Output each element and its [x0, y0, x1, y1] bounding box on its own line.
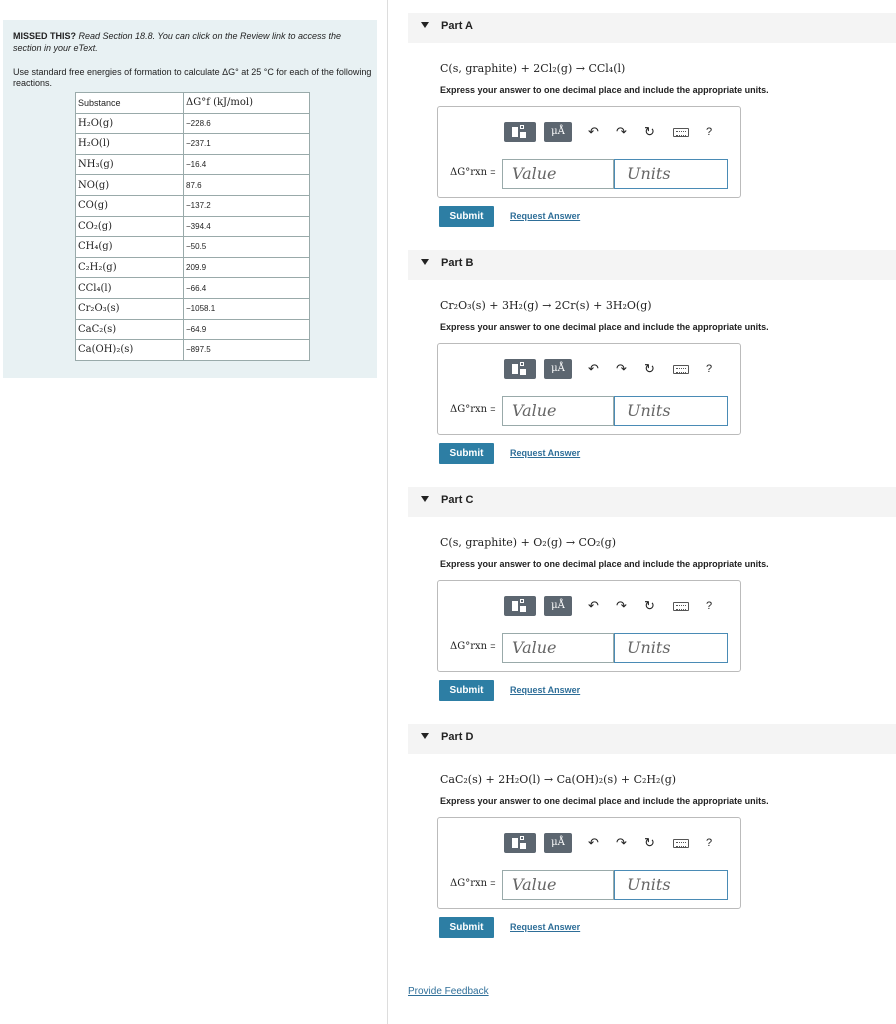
part-b-instruction: Express your answer to one decimal place and include the appropriate units.: [440, 322, 769, 332]
keyboard-icon[interactable]: [673, 602, 689, 611]
part-b-request-answer-link[interactable]: Request Answer: [510, 448, 581, 458]
table-row: [76, 298, 310, 319]
units-input[interactable]: Units: [614, 396, 728, 426]
dg-value-cell: −237.1: [184, 134, 310, 155]
dg-rxn-label: ΔG°rxn =: [450, 641, 496, 652]
part-c-equation: C(s, graphite) + O₂(g) → CO₂(g): [440, 536, 617, 549]
part-a-header[interactable]: [408, 13, 896, 43]
dg-value-cell: −66.4: [184, 278, 310, 299]
collapse-triangle-icon: [421, 22, 429, 28]
dg-value-cell: −1058.1: [184, 298, 310, 319]
value-input[interactable]: Value: [502, 870, 614, 900]
part-c-submit-button[interactable]: Submit: [439, 680, 494, 701]
part-b-submit-button[interactable]: Submit: [439, 443, 494, 464]
dg-rxn-label: ΔG°rxn =: [450, 167, 496, 178]
keyboard-icon[interactable]: [673, 365, 689, 374]
help-button[interactable]: ?: [706, 600, 713, 612]
missed-this-label: MISSED THIS?: [13, 31, 77, 41]
part-d-answer-box: [437, 817, 741, 909]
part-b-title: Part B: [441, 257, 474, 269]
undo-icon[interactable]: ↶: [588, 124, 599, 139]
collapse-triangle-icon: [421, 496, 429, 502]
substance-cell: CO₂(g): [76, 216, 184, 237]
help-button[interactable]: ?: [706, 126, 713, 138]
part-c-header[interactable]: [408, 487, 896, 517]
substance-cell: H₂O(g): [76, 113, 184, 134]
part-d-request-answer-link[interactable]: Request Answer: [510, 922, 581, 932]
reset-icon[interactable]: ↻: [644, 124, 655, 139]
substance-cell: CaC₂(s): [76, 319, 184, 340]
templates-button[interactable]: [504, 122, 536, 142]
table-row: [76, 154, 310, 175]
value-input[interactable]: Value: [502, 159, 614, 189]
substance-cell: Cr₂O₃(s): [76, 298, 184, 319]
dg-value-cell: −137.2: [184, 195, 310, 216]
undo-icon[interactable]: ↶: [588, 598, 599, 613]
redo-icon[interactable]: ↷: [616, 361, 627, 376]
part-d-submit-button[interactable]: Submit: [439, 917, 494, 938]
reset-icon[interactable]: ↻: [644, 598, 655, 613]
substance-cell: Ca(OH)₂(s): [76, 340, 184, 361]
part-b-answer-box: [437, 343, 741, 435]
table-row: [76, 319, 310, 340]
units-input[interactable]: Units: [614, 870, 728, 900]
table-row: [76, 278, 310, 299]
help-button[interactable]: ?: [706, 363, 713, 375]
value-input[interactable]: Value: [502, 633, 614, 663]
substance-cell: CH₄(g): [76, 237, 184, 258]
redo-icon[interactable]: ↷: [616, 124, 627, 139]
collapse-triangle-icon: [421, 259, 429, 265]
substance-cell: H₂O(l): [76, 134, 184, 155]
keyboard-icon[interactable]: [673, 128, 689, 137]
substance-cell: NH₃(g): [76, 154, 184, 175]
table-row: [76, 113, 310, 134]
help-button[interactable]: ?: [706, 837, 713, 849]
column-divider: [387, 0, 388, 1024]
keyboard-icon[interactable]: [673, 839, 689, 848]
table-body: [76, 113, 310, 360]
collapse-triangle-icon: [421, 733, 429, 739]
reset-icon[interactable]: ↻: [644, 361, 655, 376]
dg-rxn-label: ΔG°rxn =: [450, 878, 496, 889]
redo-icon[interactable]: ↷: [616, 835, 627, 850]
substance-cell: CCl₄(l): [76, 278, 184, 299]
part-a-instruction: Express your answer to one decimal place and include the appropriate units.: [440, 85, 769, 95]
units-symbols-button[interactable]: μÅ: [544, 596, 572, 616]
problem-intro: Use standard free energies of formation to calculate ΔG° at 25 °C for each of the following reactions.: [13, 67, 372, 88]
part-b-header[interactable]: [408, 250, 896, 280]
table-row: [76, 237, 310, 258]
units-input[interactable]: Units: [614, 633, 728, 663]
table-row: [76, 134, 310, 155]
undo-icon[interactable]: ↶: [588, 835, 599, 850]
units-input[interactable]: Units: [614, 159, 728, 189]
free-energy-table: [75, 92, 310, 361]
units-symbols-button[interactable]: μÅ: [544, 833, 572, 853]
dg-rxn-label: ΔG°rxn =: [450, 404, 496, 415]
part-b-equation: Cr₂O₃(s) + 3H₂(g) → 2Cr(s) + 3H₂O(g): [440, 299, 652, 312]
templates-button[interactable]: [504, 833, 536, 853]
value-input[interactable]: Value: [502, 396, 614, 426]
table-header-row: [76, 93, 310, 114]
provide-feedback-link[interactable]: Provide Feedback: [408, 986, 489, 997]
part-a-submit-button[interactable]: Submit: [439, 206, 494, 227]
part-c-instruction: Express your answer to one decimal place and include the appropriate units.: [440, 559, 769, 569]
units-symbols-button[interactable]: μÅ: [544, 359, 572, 379]
problem-panel: [3, 20, 377, 378]
missed-this-text: Read Section 18.8. You can click on the Review link to access the section in your eText.: [13, 31, 342, 53]
dg-value-cell: −16.4: [184, 154, 310, 175]
part-a-equation: C(s, graphite) + 2Cl₂(g) → CCl₄(l): [440, 62, 626, 75]
units-symbols-button[interactable]: μÅ: [544, 122, 572, 142]
table-row: [76, 175, 310, 196]
dg-value-cell: −50.5: [184, 237, 310, 258]
column-header-substance: Substance: [76, 93, 184, 114]
part-a-request-answer-link[interactable]: Request Answer: [510, 211, 581, 221]
dg-value-cell: −394.4: [184, 216, 310, 237]
part-d-title: Part D: [441, 731, 474, 743]
dg-value-cell: 87.6: [184, 175, 310, 196]
part-d-instruction: Express your answer to one decimal place and include the appropriate units.: [440, 796, 769, 806]
redo-icon[interactable]: ↷: [616, 598, 627, 613]
dg-value-cell: −228.6: [184, 113, 310, 134]
undo-icon[interactable]: ↶: [588, 361, 599, 376]
dg-value-cell: 209.9: [184, 257, 310, 278]
column-header-dg: ΔG°f (kJ/mol): [184, 93, 310, 114]
part-c-answer-box: [437, 580, 741, 672]
part-d-equation: CaC₂(s) + 2H₂O(l) → Ca(OH)₂(s) + C₂H₂(g): [440, 773, 677, 786]
part-c-request-answer-link[interactable]: Request Answer: [510, 685, 581, 695]
templates-button[interactable]: [504, 359, 536, 379]
missed-this-note: [13, 30, 363, 54]
templates-button[interactable]: [504, 596, 536, 616]
substance-cell: C₂H₂(g): [76, 257, 184, 278]
table-row: [76, 257, 310, 278]
table-row: [76, 340, 310, 361]
part-d-header[interactable]: [408, 724, 896, 754]
table-row: [76, 195, 310, 216]
reset-icon[interactable]: ↻: [644, 835, 655, 850]
part-a-answer-box: [437, 106, 741, 198]
dg-value-cell: −64.9: [184, 319, 310, 340]
substance-cell: CO(g): [76, 195, 184, 216]
substance-cell: NO(g): [76, 175, 184, 196]
table-row: [76, 216, 310, 237]
part-c-title: Part C: [441, 494, 474, 506]
dg-value-cell: −897.5: [184, 340, 310, 361]
part-a-title: Part A: [441, 20, 473, 32]
